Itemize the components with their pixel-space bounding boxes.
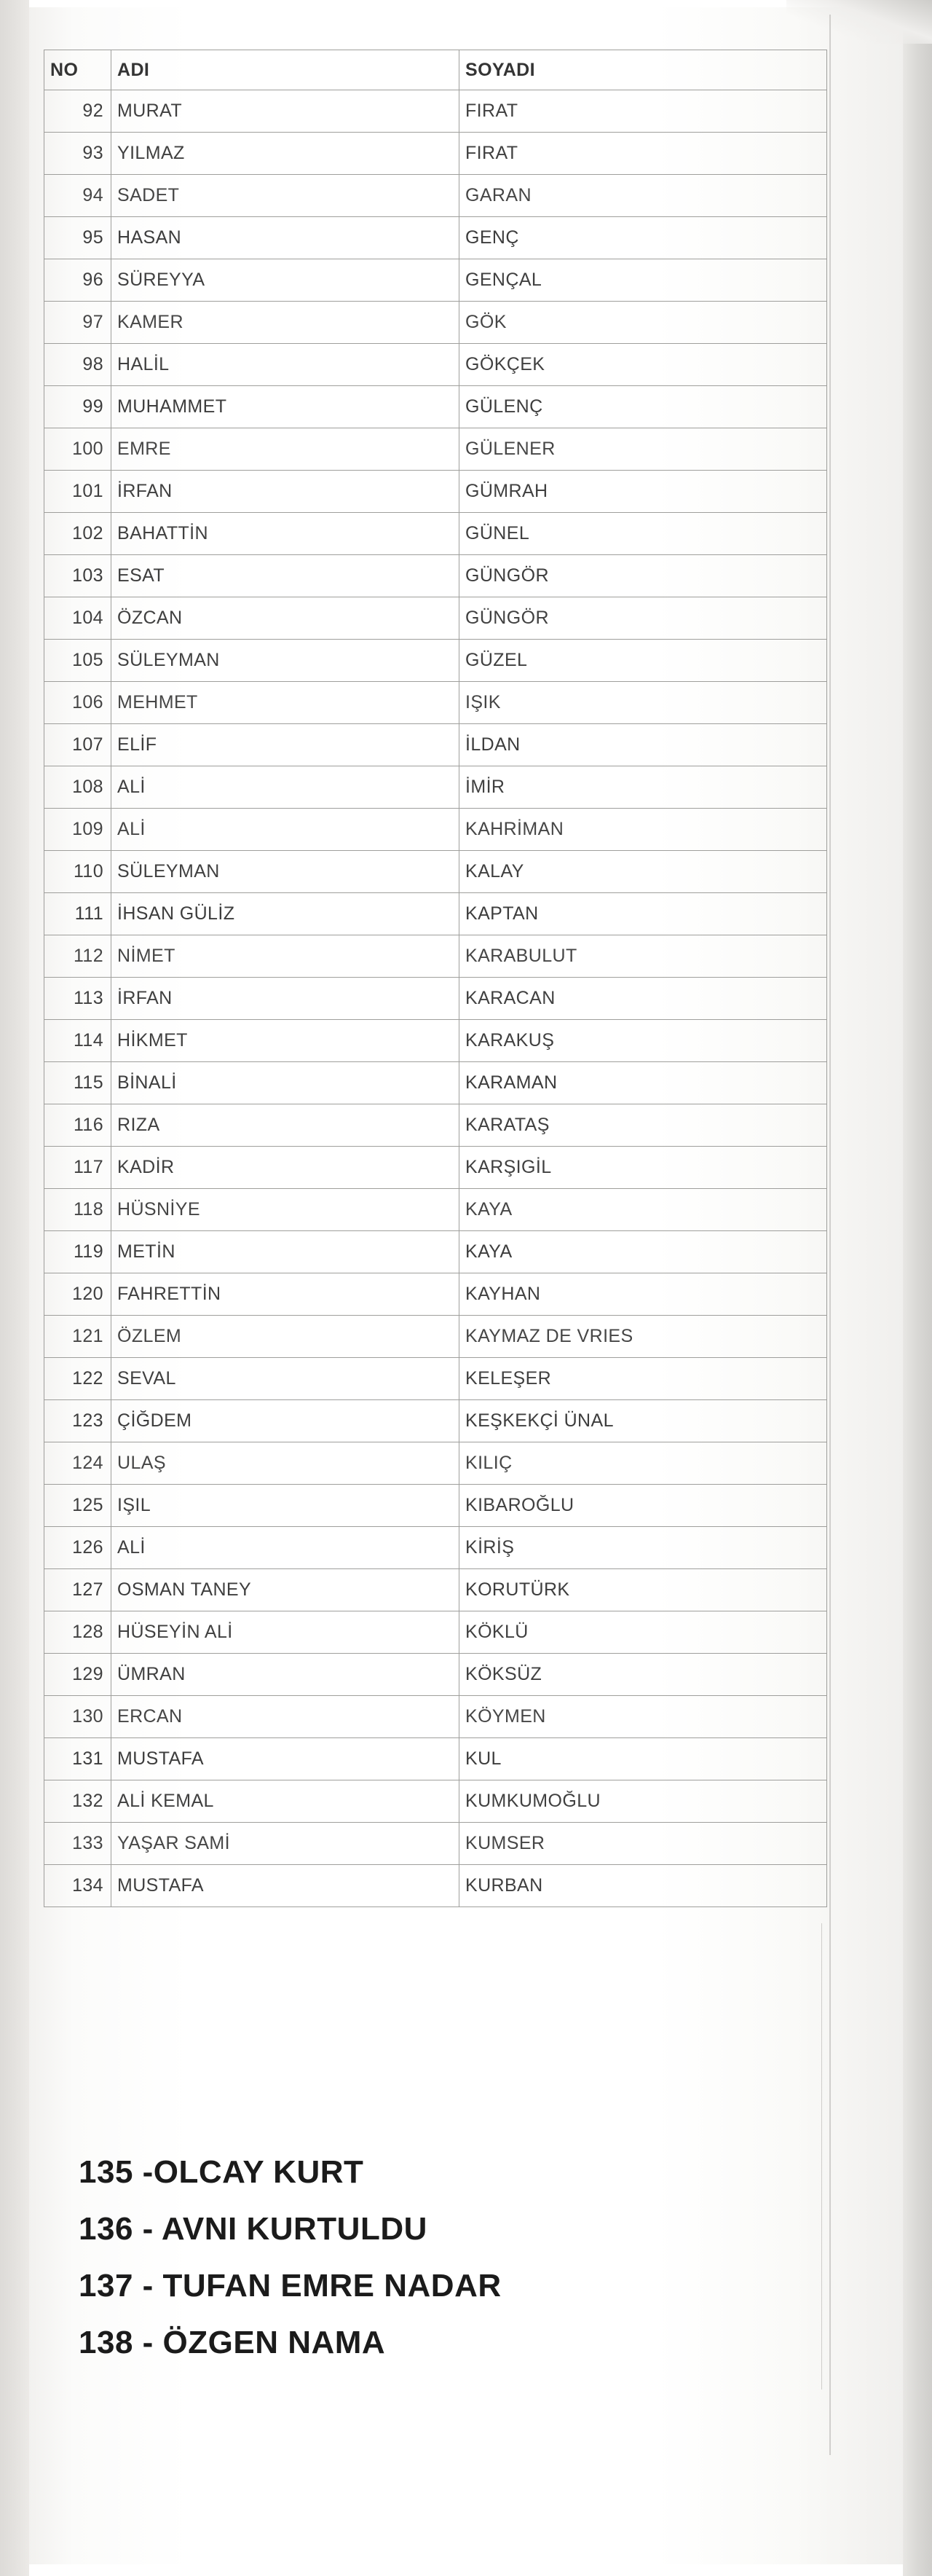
cell-soyadi: GARAN [459,175,827,217]
table-row [44,1738,827,1780]
cell-adi: SEVAL [111,1358,459,1400]
cell-soyadi: KÖKSÜZ [459,1654,827,1696]
cell-adi: ALİ KEMAL [111,1780,459,1823]
cell-no: 127 [44,1569,111,1611]
cell-soyadi: KÖKLÜ [459,1611,827,1654]
table-row [44,1400,827,1442]
cell-adi: SADET [111,175,459,217]
cell-soyadi: FIRAT [459,90,827,133]
table-row [44,386,827,428]
table-row [44,1823,827,1865]
table-row [44,978,827,1020]
cell-soyadi: KUMKUMOĞLU [459,1780,827,1823]
cell-soyadi: KURBAN [459,1865,827,1907]
cell-no: 124 [44,1442,111,1485]
cell-no: 115 [44,1062,111,1104]
table-row [44,302,827,344]
cell-adi: ULAŞ [111,1442,459,1485]
cell-soyadi: GÜMRAH [459,471,827,513]
cell-no: 113 [44,978,111,1020]
cell-soyadi: KARŞIGİL [459,1147,827,1189]
cell-adi: SÜLEYMAN [111,640,459,682]
cell-no: 95 [44,217,111,259]
cell-no: 100 [44,428,111,471]
table-row [44,175,827,217]
cell-no: 118 [44,1189,111,1231]
cell-soyadi: KAHRİMAN [459,809,827,851]
name-table [44,50,827,1907]
cell-no: 123 [44,1400,111,1442]
cell-adi: EMRE [111,428,459,471]
table-row [44,1654,827,1696]
table-row [44,766,827,809]
cell-adi: HÜSNİYE [111,1189,459,1231]
cell-soyadi: KİRİŞ [459,1527,827,1569]
cell-adi: İHSAN GÜLİZ [111,893,459,935]
page-crease-artifact [786,0,932,44]
cell-adi: ÖZLEM [111,1316,459,1358]
cell-no: 120 [44,1273,111,1316]
cell-soyadi: GÖKÇEK [459,344,827,386]
table-row [44,1527,827,1569]
cell-adi: ALİ [111,1527,459,1569]
table-row [44,259,827,302]
additional-name-item: 138 - ÖZGEN NAMA [79,2325,386,2360]
table-row [44,809,827,851]
cell-adi: ELİF [111,724,459,766]
cell-no: 103 [44,555,111,597]
cell-no: 125 [44,1485,111,1527]
cell-adi: HASAN [111,217,459,259]
cell-no: 105 [44,640,111,682]
cell-no: 130 [44,1696,111,1738]
table-row [44,1442,827,1485]
table-row [44,1611,827,1654]
cell-adi: MEHMET [111,682,459,724]
additional-name-item: 135 -OLCAY KURT [79,2154,364,2190]
table-row [44,1231,827,1273]
cell-adi: MUHAMMET [111,386,459,428]
cell-no: 104 [44,597,111,640]
cell-no: 93 [44,133,111,175]
cell-no: 132 [44,1780,111,1823]
table-row [44,851,827,893]
cell-no: 129 [44,1654,111,1696]
cell-no: 101 [44,471,111,513]
table-row [44,471,827,513]
table-row [44,90,827,133]
table-row [44,1147,827,1189]
cell-adi: SÜREYYA [111,259,459,302]
cell-soyadi: GÜNEL [459,513,827,555]
cell-soyadi: KORUTÜRK [459,1569,827,1611]
cell-no: 102 [44,513,111,555]
table-row [44,555,827,597]
cell-adi: BİNALİ [111,1062,459,1104]
cell-soyadi: KEŞKEKÇİ ÜNAL [459,1400,827,1442]
cell-soyadi: GÜNGÖR [459,597,827,640]
table-row [44,1569,827,1611]
table-row [44,344,827,386]
cell-adi: METİN [111,1231,459,1273]
cell-no: 94 [44,175,111,217]
table-header [44,50,827,90]
cell-soyadi: GENÇ [459,217,827,259]
cell-soyadi: KARATAŞ [459,1104,827,1147]
cell-no: 126 [44,1527,111,1569]
cell-no: 99 [44,386,111,428]
cell-soyadi: GÜZEL [459,640,827,682]
cell-soyadi: GENÇAL [459,259,827,302]
cell-no: 134 [44,1865,111,1907]
table-row [44,1865,827,1907]
cell-soyadi: KAYA [459,1189,827,1231]
cell-soyadi: KILIÇ [459,1442,827,1485]
cell-adi: YAŞAR SAMİ [111,1823,459,1865]
cell-adi: ERCAN [111,1696,459,1738]
cell-no: 114 [44,1020,111,1062]
cell-soyadi: GÜLENÇ [459,386,827,428]
cell-no: 119 [44,1231,111,1273]
cell-soyadi: GÖK [459,302,827,344]
cell-soyadi: KARABULUT [459,935,827,978]
cell-adi: YILMAZ [111,133,459,175]
cell-adi: BAHATTİN [111,513,459,555]
cell-soyadi: GÜLENER [459,428,827,471]
cell-adi: NİMET [111,935,459,978]
cell-soyadi: KALAY [459,851,827,893]
cell-no: 111 [44,893,111,935]
table-row [44,724,827,766]
cell-adi: KAMER [111,302,459,344]
table-row [44,1062,827,1104]
cell-no: 112 [44,935,111,978]
cell-soyadi: KARAKUŞ [459,1020,827,1062]
cell-adi: MUSTAFA [111,1738,459,1780]
cell-adi: KADİR [111,1147,459,1189]
cell-no: 97 [44,302,111,344]
cell-adi: RIZA [111,1104,459,1147]
cell-adi: MURAT [111,90,459,133]
cell-adi: HİKMET [111,1020,459,1062]
cell-adi: ALİ [111,766,459,809]
cell-adi: SÜLEYMAN [111,851,459,893]
cell-adi: ÖZCAN [111,597,459,640]
cell-no: 116 [44,1104,111,1147]
table-row [44,133,827,175]
cell-soyadi: KIBAROĞLU [459,1485,827,1527]
cell-no: 128 [44,1611,111,1654]
page-right-edge [903,0,932,2576]
additional-names-list [79,2154,807,2381]
cell-no: 108 [44,766,111,809]
cell-soyadi: KARAMAN [459,1062,827,1104]
table-row [44,1358,827,1400]
cell-no: 121 [44,1316,111,1358]
additional-name-item: 137 - TUFAN EMRE NADAR [79,2268,502,2304]
cell-adi: İRFAN [111,471,459,513]
cell-soyadi: KAYA [459,1231,827,1273]
table-row [44,1273,827,1316]
cell-no: 107 [44,724,111,766]
cell-soyadi: KAYMAZ DE VRIES [459,1316,827,1358]
cell-no: 96 [44,259,111,302]
table-row [44,935,827,978]
table-row [44,217,827,259]
page-left-edge [0,0,29,2576]
table-header-row [44,50,827,90]
cell-adi: HÜSEYİN ALİ [111,1611,459,1654]
table-row [44,513,827,555]
cell-no: 131 [44,1738,111,1780]
cell-soyadi: FIRAT [459,133,827,175]
table-row [44,1696,827,1738]
cell-adi: OSMAN TANEY [111,1569,459,1611]
table-row [44,1316,827,1358]
cell-no: 106 [44,682,111,724]
cell-soyadi: KUMSER [459,1823,827,1865]
cell-no: 110 [44,851,111,893]
cell-adi: ESAT [111,555,459,597]
cell-soyadi: KAYHAN [459,1273,827,1316]
table-row [44,893,827,935]
table-row [44,428,827,471]
table-row [44,1189,827,1231]
table-row [44,1780,827,1823]
cell-soyadi: KUL [459,1738,827,1780]
cell-soyadi: KARACAN [459,978,827,1020]
table-row [44,1485,827,1527]
table-row [44,597,827,640]
scan-artifact-line [829,15,831,2455]
cell-adi: HALİL [111,344,459,386]
cell-no: 117 [44,1147,111,1189]
table-row [44,640,827,682]
cell-adi: ALİ [111,809,459,851]
cell-soyadi: İMİR [459,766,827,809]
name-table-container [44,50,826,1907]
cell-adi: ÜMRAN [111,1654,459,1696]
column-header-adi: ADI [111,50,459,90]
cell-soyadi: GÜNGÖR [459,555,827,597]
cell-no: 109 [44,809,111,851]
table-row [44,682,827,724]
cell-no: 133 [44,1823,111,1865]
cell-soyadi: KÖYMEN [459,1696,827,1738]
cell-adi: ÇİĞDEM [111,1400,459,1442]
cell-soyadi: IŞIK [459,682,827,724]
cell-no: 122 [44,1358,111,1400]
cell-soyadi: KAPTAN [459,893,827,935]
column-header-no: NO [44,50,111,90]
cell-soyadi: İLDAN [459,724,827,766]
table-row [44,1020,827,1062]
table-body [44,90,827,1907]
cell-adi: İRFAN [111,978,459,1020]
cell-adi: MUSTAFA [111,1865,459,1907]
cell-no: 92 [44,90,111,133]
cell-adi: FAHRETTİN [111,1273,459,1316]
column-header-soyadi: SOYADI [459,50,827,90]
cell-no: 98 [44,344,111,386]
table-row [44,1104,827,1147]
cell-soyadi: KELEŞER [459,1358,827,1400]
scan-artifact-line-secondary [821,1923,822,2390]
cell-adi: IŞIL [111,1485,459,1527]
additional-name-item: 136 - AVNI KURTULDU [79,2211,427,2247]
